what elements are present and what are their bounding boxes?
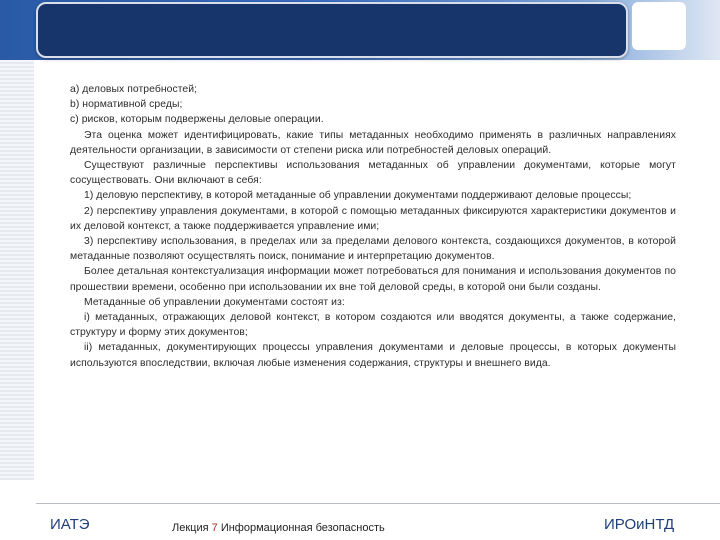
lecture-number: 7 — [211, 522, 218, 534]
list-item-i: i) метаданных, отражающих деловой контекст, в котором создаются или вводятся документы, а также содержание, структуру и форму этих документов; — [70, 312, 676, 339]
list-item-a: a) деловых потребностей; — [70, 84, 198, 95]
header-right-panel — [632, 2, 686, 50]
lecture-label: Лекция — [172, 522, 209, 534]
footer-divider — [36, 503, 720, 504]
list-item-2: 2) перспективу управления документами, в которой с помощью метаданных фиксируются характеристики документов и их деловой контекст, а также поддерживается управление ими; — [70, 205, 676, 232]
list-item-c: c) рисков, которым подвержены деловые операции. — [70, 114, 324, 126]
footer-org-left: ИАТЭ — [50, 516, 90, 533]
course-title: Информационная безопасность — [220, 522, 385, 534]
list-item-3: 3) перспективу использования, в пределах или за пределами делового контекста, создающихся документов, в которой метаданные позволяют осуществлять поиск, понимание и интерпретацию документов. — [70, 236, 676, 263]
paragraph-perspectives: Существуют различные перспективы использования метаданных об управлении документами, которые могут сосуществовать. Они включают в себя: — [70, 160, 676, 187]
footer-lecture-info — [172, 522, 385, 534]
paragraph-assessment: Эта оценка может идентифицировать, какие типы метаданных необходимо применять в различных направлениях деятельности организации, в зависимости от степени риска или потребностей деловых операций. — [70, 129, 676, 156]
paragraph-contextualization: Более детальная контекстуализация информации может потребоваться для понимания и использования документов по прошествии времени, особенно при использовании их вне той деловой среды, в которой они были созданы. — [70, 266, 676, 293]
paragraph-composition: Метаданные об управлении документами состоят из: — [84, 296, 345, 308]
left-decorative-strip — [0, 60, 34, 480]
list-item-1: 1) деловую перспективу, в которой метаданные об управлении документами поддерживают деловые процессы; — [84, 190, 632, 202]
list-item-ii: ii) метаданных, документирующих процессы управления документами и деловые процессы, в которых документы используются впоследствии, включая любые изменения содержания, структуры и внешнего вида. — [70, 342, 676, 369]
slide-title-box — [36, 2, 628, 58]
document-text — [70, 82, 676, 371]
footer-org-right: ИРОиНТД — [604, 516, 675, 533]
list-item-b: b) нормативной среды; — [70, 99, 183, 111]
